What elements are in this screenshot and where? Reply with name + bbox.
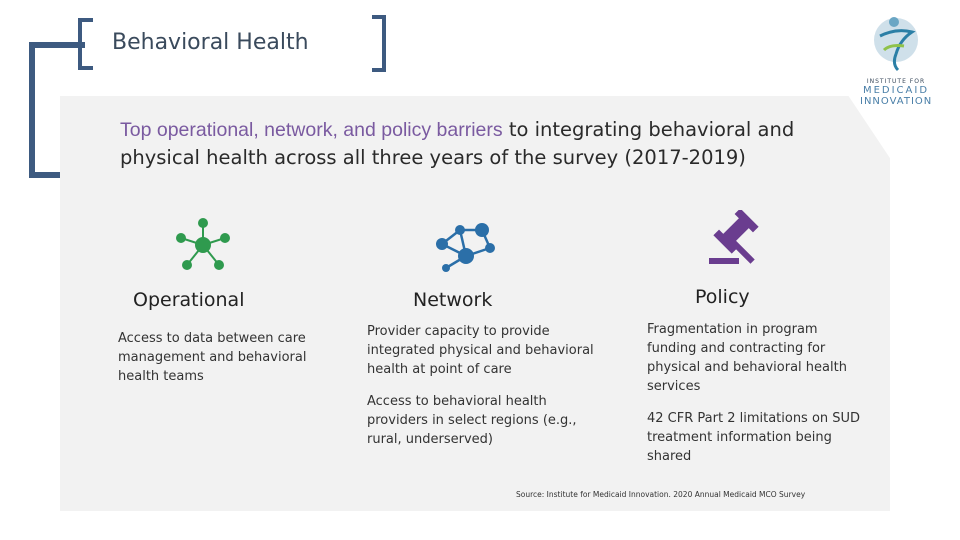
- policy-item-1: Fragmentation in program funding and contracting for physical and behavioral health services: [647, 322, 847, 394]
- logo-line-3: INNOVATION: [860, 96, 933, 107]
- slide-title: Behavioral Health: [112, 30, 309, 55]
- network-item-1: Provider capacity to provide integrated physical and behavioral health at point of care: [367, 324, 594, 377]
- people-network-icon: [170, 215, 236, 275]
- logo: [860, 10, 932, 110]
- title-right-bracket: [372, 17, 384, 70]
- column-title-network: Network: [413, 289, 493, 311]
- logo-line-2: MEDICAID: [862, 85, 930, 96]
- column-title-operational: Operational: [133, 289, 245, 311]
- heading-rest: to integrating behavioral and physical health across all three years of the survey (2017-2019): [120, 118, 795, 169]
- slide-heading: [120, 116, 810, 172]
- logo-figure-icon: [860, 10, 932, 72]
- logo-line-1: INSTITUTE FOR: [866, 78, 926, 85]
- network-item-2: Access to behavioral health providers in select regions (e.g., rural, underserved): [367, 394, 577, 447]
- gavel-icon: [705, 210, 767, 270]
- policy-item-2: 42 CFR Part 2 limitations on SUD treatment information being shared: [647, 411, 861, 464]
- source-note: Source: Institute for Medicaid Innovation. 2020 Annual Medicaid MCO Survey: [516, 490, 806, 499]
- network-nodes-icon: [430, 218, 500, 278]
- operational-item-1: Access to data between care management and behavioral health teams: [118, 331, 307, 384]
- title-left-bracket: [80, 20, 93, 68]
- column-title-policy: Policy: [695, 286, 750, 308]
- heading-highlight: Top operational, network, and policy barriers: [120, 119, 503, 141]
